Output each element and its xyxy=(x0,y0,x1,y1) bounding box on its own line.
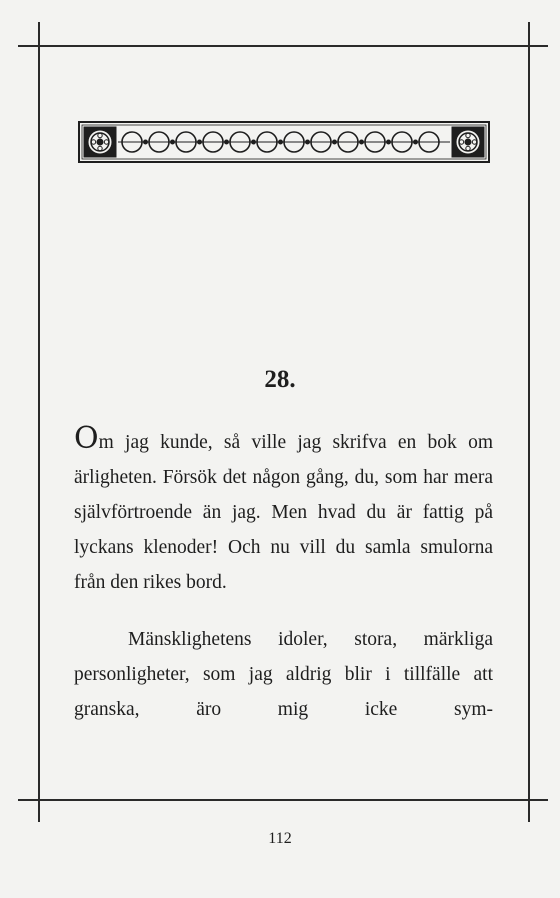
paragraph-2: Mänsklighetens idoler, stora, märkliga personligheter, som jag aldrig blir i tillfälle att granska, äro mig icke sym- xyxy=(74,629,493,720)
paragraph-1 xyxy=(74,421,493,600)
bottom-rule xyxy=(18,799,548,801)
right-rule xyxy=(528,22,530,822)
top-rule xyxy=(18,45,548,47)
body-text xyxy=(74,421,493,727)
page-number: 112 xyxy=(268,830,292,847)
chapter-number: 28. xyxy=(264,366,296,393)
rosette-right xyxy=(452,127,484,157)
decorative-initial: O xyxy=(74,421,99,456)
left-rule xyxy=(38,22,40,822)
decorative-header-ornament xyxy=(78,121,490,163)
paragraph-1-text: m jag kunde, så ville jag skrifva en bok om ärligheten. Försök det någon gång, du, som har mera självförtroende än jag. Men hvad du är fattig på lyckans klenoder! Och nu vill du samla smulorna från den rikes bord. xyxy=(74,432,493,593)
ring-chain xyxy=(118,132,450,152)
rosette-left xyxy=(84,127,116,157)
